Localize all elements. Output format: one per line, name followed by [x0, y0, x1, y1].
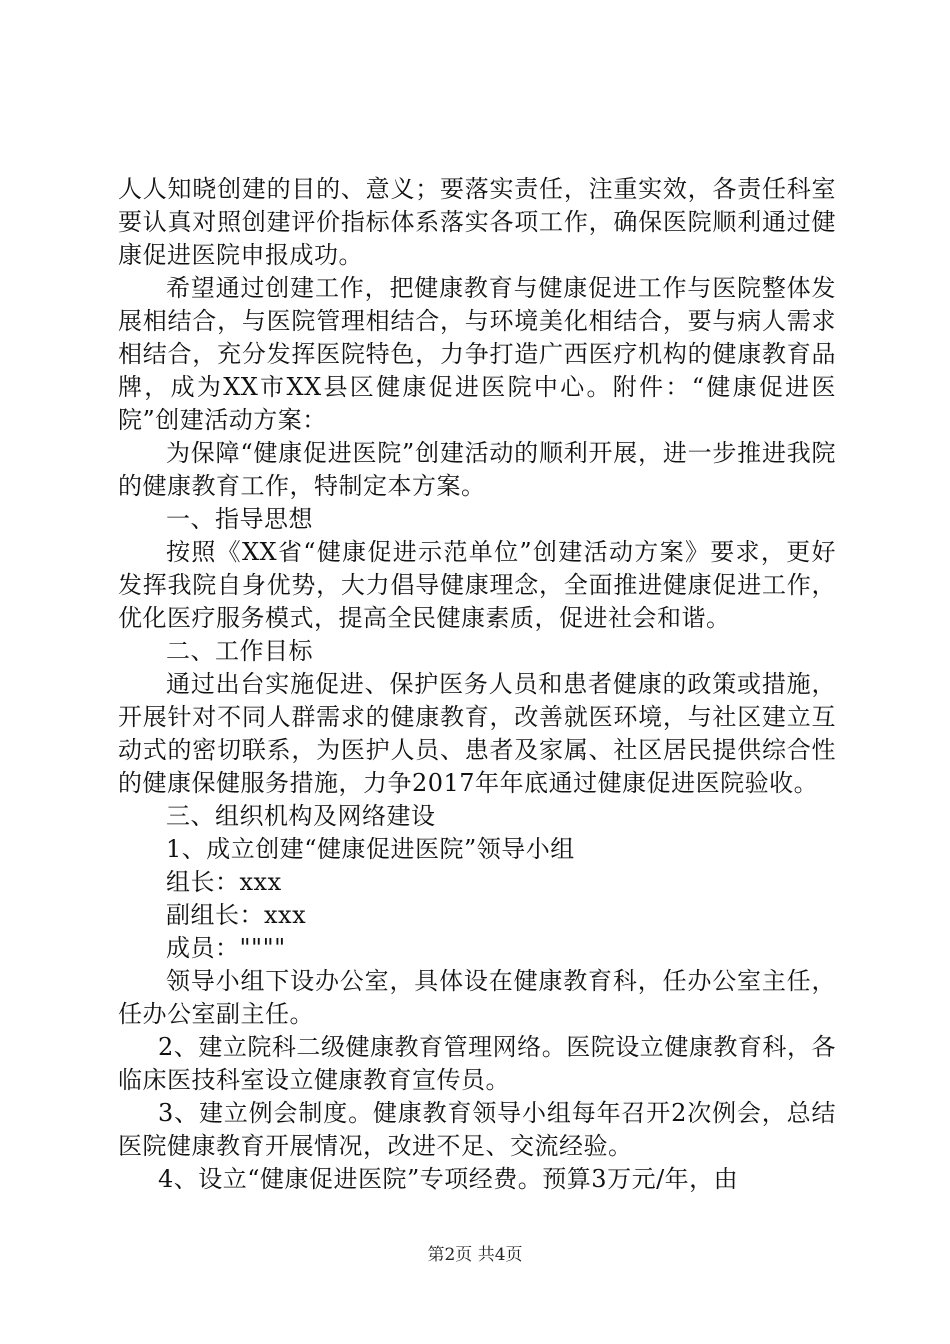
paragraph: 4、设立“健康促进医院”专项经费。预算3万元/年，由	[158, 1165, 739, 1193]
paragraph: 二、工作目标	[166, 637, 313, 665]
paragraph: 领导小组下设办公室，具体设在健康教育科，任办公室主任，任办公室副主任。	[118, 967, 836, 1028]
paragraph: 通过出台实施促进、保护医务人员和患者健康的政策或措施，开展针对不同人群需求的健康教育，改善就医环境，与社区建立互动式的密切联系，为医护人员、患者及家属、社区居民提供综合性的健康保健服务措施，力争2017年年底通过健康促进医院验收。	[118, 670, 836, 797]
paragraph: 副组长：xxx	[166, 901, 307, 929]
page-footer: 第2页 共4页	[427, 1245, 523, 1265]
paragraph: 2、建立院科二级健康教育管理网络。医院设立健康教育科，各临床医技科室设立健康教育宣传员。	[118, 1033, 836, 1094]
paragraph: 一、指导思想	[166, 505, 313, 533]
paragraph: 按照《XX省“健康促进示范单位”创建活动方案》要求，更好发挥我院自身优势，大力倡导健康理念，全面推进健康促进工作，优化医疗服务模式，提高全民健康素质，促进社会和谐。	[118, 538, 836, 632]
paragraph: 三、组织机构及网络建设	[166, 802, 436, 830]
paragraph: 希望通过创建工作，把健康教育与健康促进工作与医院整体发展相结合，与医院管理相结合，与环境美化相结合，要与病人需求相结合，充分发挥医院特色，力争打造广西医疗机构的健康教育品牌，成为XX市XX县区健康促进医院中心。附件：“健康促进医院”创建活动方案：	[118, 274, 836, 434]
document-body	[118, 173, 836, 1196]
paragraph: 1、成立创建“健康促进医院”领导小组	[166, 835, 575, 863]
paragraph: 3、建立例会制度。健康教育领导小组每年召开2次例会，总结医院健康教育开展情况，改进不足、交流经验。	[118, 1099, 836, 1160]
paragraph: 人人知晓创建的目的、意义；要落实责任，注重实效，各责任科室要认真对照创建评价指标体系落实各项工作，确保医院顺利通过健康促进医院申报成功。	[118, 175, 836, 269]
paragraph: 为保障“健康促进医院”创建活动的顺利开展，进一步推进我院的健康教育工作，特制定本方案。	[118, 439, 836, 500]
paragraph: 成员：""""	[166, 934, 286, 962]
paragraph: 组长：xxx	[166, 868, 282, 896]
